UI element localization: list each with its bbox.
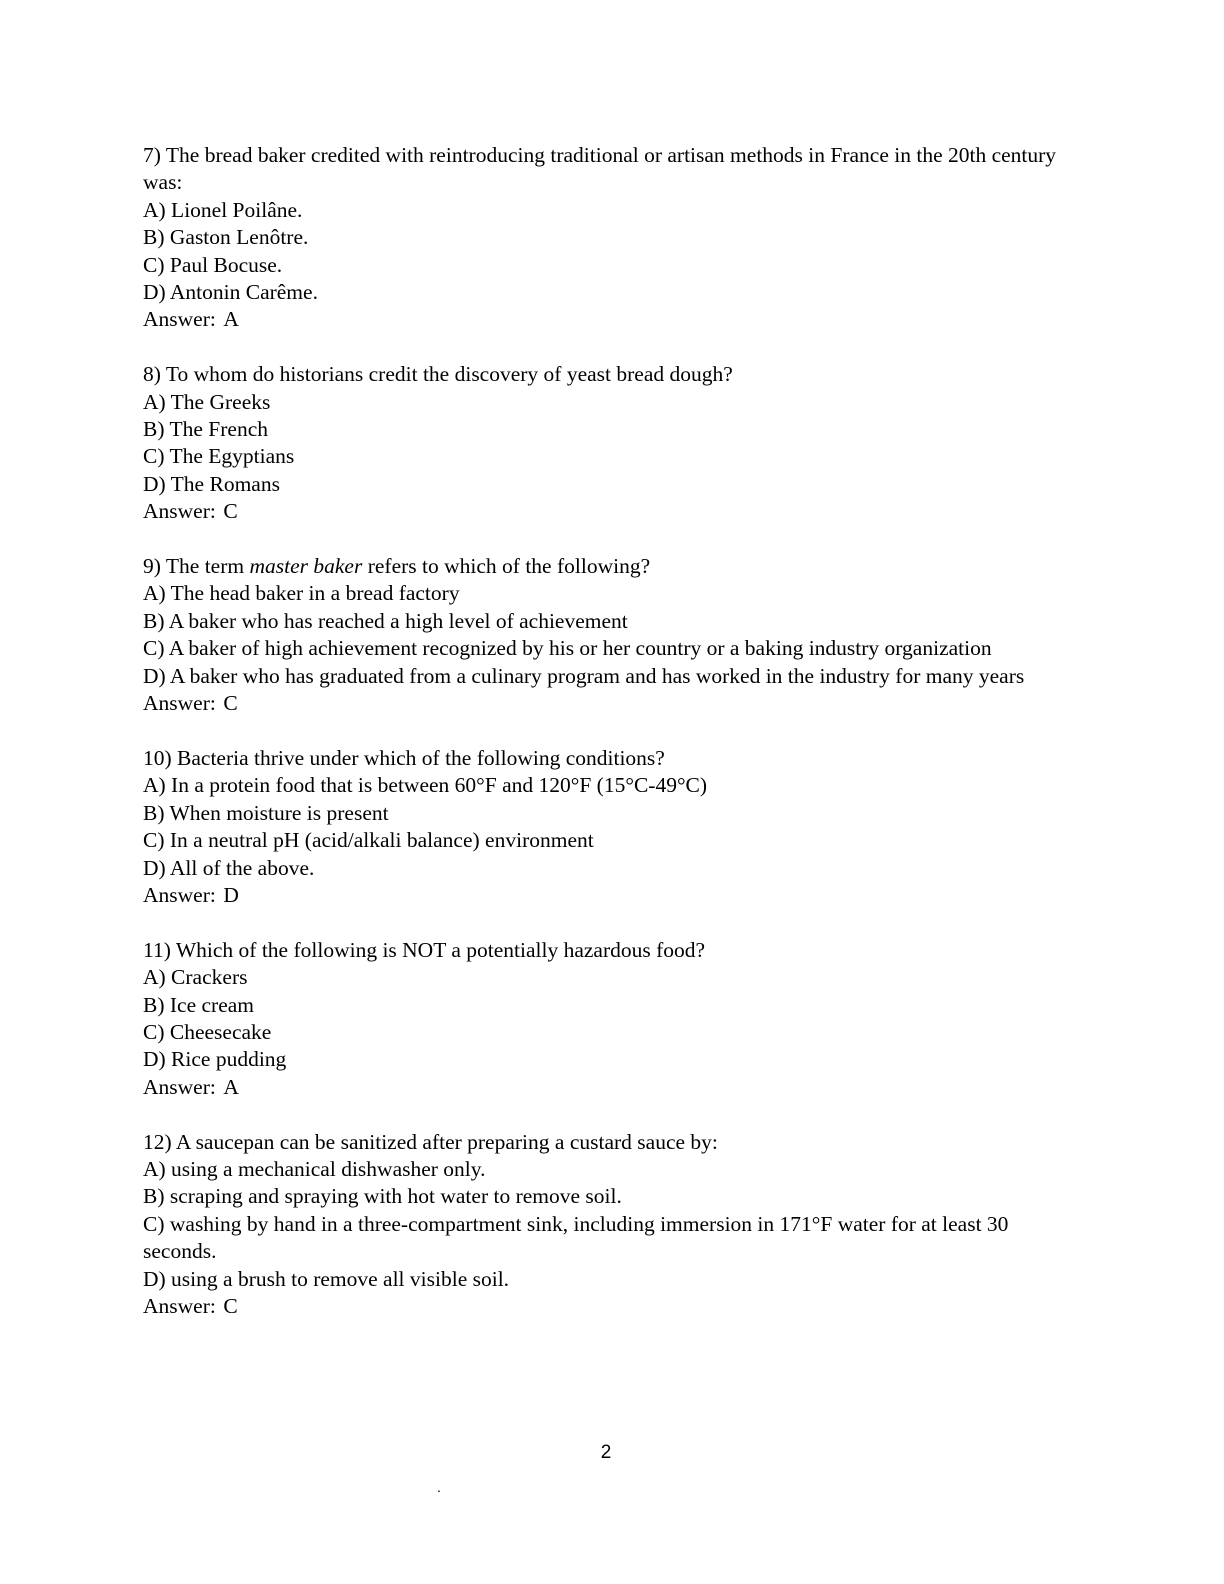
answer-line: [143, 306, 1083, 333]
option-d: D) using a brush to remove all visible soil.: [143, 1266, 510, 1291]
question-stem: 12) A saucepan can be sanitized after preparing a custard sauce by:: [143, 1129, 718, 1154]
option-c: C) The Egyptians: [143, 444, 295, 469]
option-b: B) Ice cream: [143, 992, 255, 1017]
option-a: A) The Greeks: [143, 389, 271, 414]
option-d: D) Antonin Carême.: [143, 280, 318, 305]
answer-value: C: [223, 1293, 238, 1318]
stem-text-before: 9) The term: [143, 554, 250, 579]
option-c: C) Paul Bocuse.: [143, 252, 283, 277]
answer-line: [143, 882, 1083, 909]
question-11: [143, 937, 1083, 1101]
answer-label: Answer:: [143, 1293, 216, 1318]
question-8: [143, 361, 1083, 525]
question-stem: 8) To whom do historians credit the discovery of yeast bread dough?: [143, 362, 733, 387]
option-c: C) Cheesecake: [143, 1019, 272, 1044]
option-a: A) Lionel Poilâne.: [143, 197, 303, 222]
stem-text-after: refers to which of the following?: [362, 554, 651, 579]
option-b: B) scraping and spraying with hot water to remove soil.: [143, 1184, 622, 1209]
question-stem: [143, 553, 1083, 580]
answer-value: A: [223, 307, 239, 332]
stem-italic-term: master baker: [249, 554, 363, 579]
option-b: B) A baker who has reached a high level of achievement: [143, 608, 628, 633]
answer-value: D: [223, 882, 239, 907]
answer-line: [143, 1293, 1083, 1320]
option-b: B) When moisture is present: [143, 800, 389, 825]
footer-dot: .: [437, 1479, 441, 1495]
option-c: C) washing by hand in a three-compartment sink, including immersion in 171°F water for at least 30 seconds.: [143, 1211, 1009, 1264]
option-b: B) Gaston Lenôtre.: [143, 225, 309, 250]
answer-value: A: [223, 1074, 239, 1099]
answer-label: Answer:: [143, 307, 216, 332]
answer-value: C: [223, 691, 238, 716]
option-c: C) In a neutral pH (acid/alkali balance) environment: [143, 828, 594, 853]
answer-label: Answer:: [143, 1074, 216, 1099]
option-b: B) The French: [143, 417, 268, 442]
question-7: [143, 142, 1083, 334]
answer-label: Answer:: [143, 499, 216, 524]
question-stem: 10) Bacteria thrive under which of the following conditions?: [143, 745, 665, 770]
answer-label: Answer:: [143, 882, 216, 907]
page-number: 2: [600, 1442, 612, 1463]
option-a: A) The head baker in a bread factory: [143, 581, 460, 606]
answer-label: Answer:: [143, 691, 216, 716]
option-a: A) using a mechanical dishwasher only.: [143, 1156, 486, 1181]
question-stem: 11) Which of the following is NOT a potentially hazardous food?: [143, 937, 706, 962]
question-10: [143, 745, 1083, 909]
answer-line: [143, 498, 1083, 525]
question-stem: 7) The bread baker credited with reintroducing traditional or artisan methods in France in the 20th century was:: [143, 143, 1057, 195]
option-a: A) Crackers: [143, 965, 248, 990]
answer-line: [143, 1074, 1083, 1101]
question-9: [143, 553, 1083, 717]
option-a: A) In a protein food that is between 60°F and 120°F (15°C-49°C): [143, 773, 708, 798]
answer-value: C: [223, 499, 238, 524]
question-list: [143, 142, 1083, 1348]
option-c: C) A baker of high achievement recognized by his or her country or a baking industry organization: [143, 636, 992, 661]
option-d: D) The Romans: [143, 471, 280, 496]
option-d: D) All of the above.: [143, 855, 315, 880]
option-d: D) A baker who has graduated from a culinary program and has worked in the industry for many years: [143, 663, 1025, 688]
question-12: [143, 1129, 1083, 1321]
option-d: D) Rice pudding: [143, 1047, 287, 1072]
answer-line: [143, 690, 1083, 717]
